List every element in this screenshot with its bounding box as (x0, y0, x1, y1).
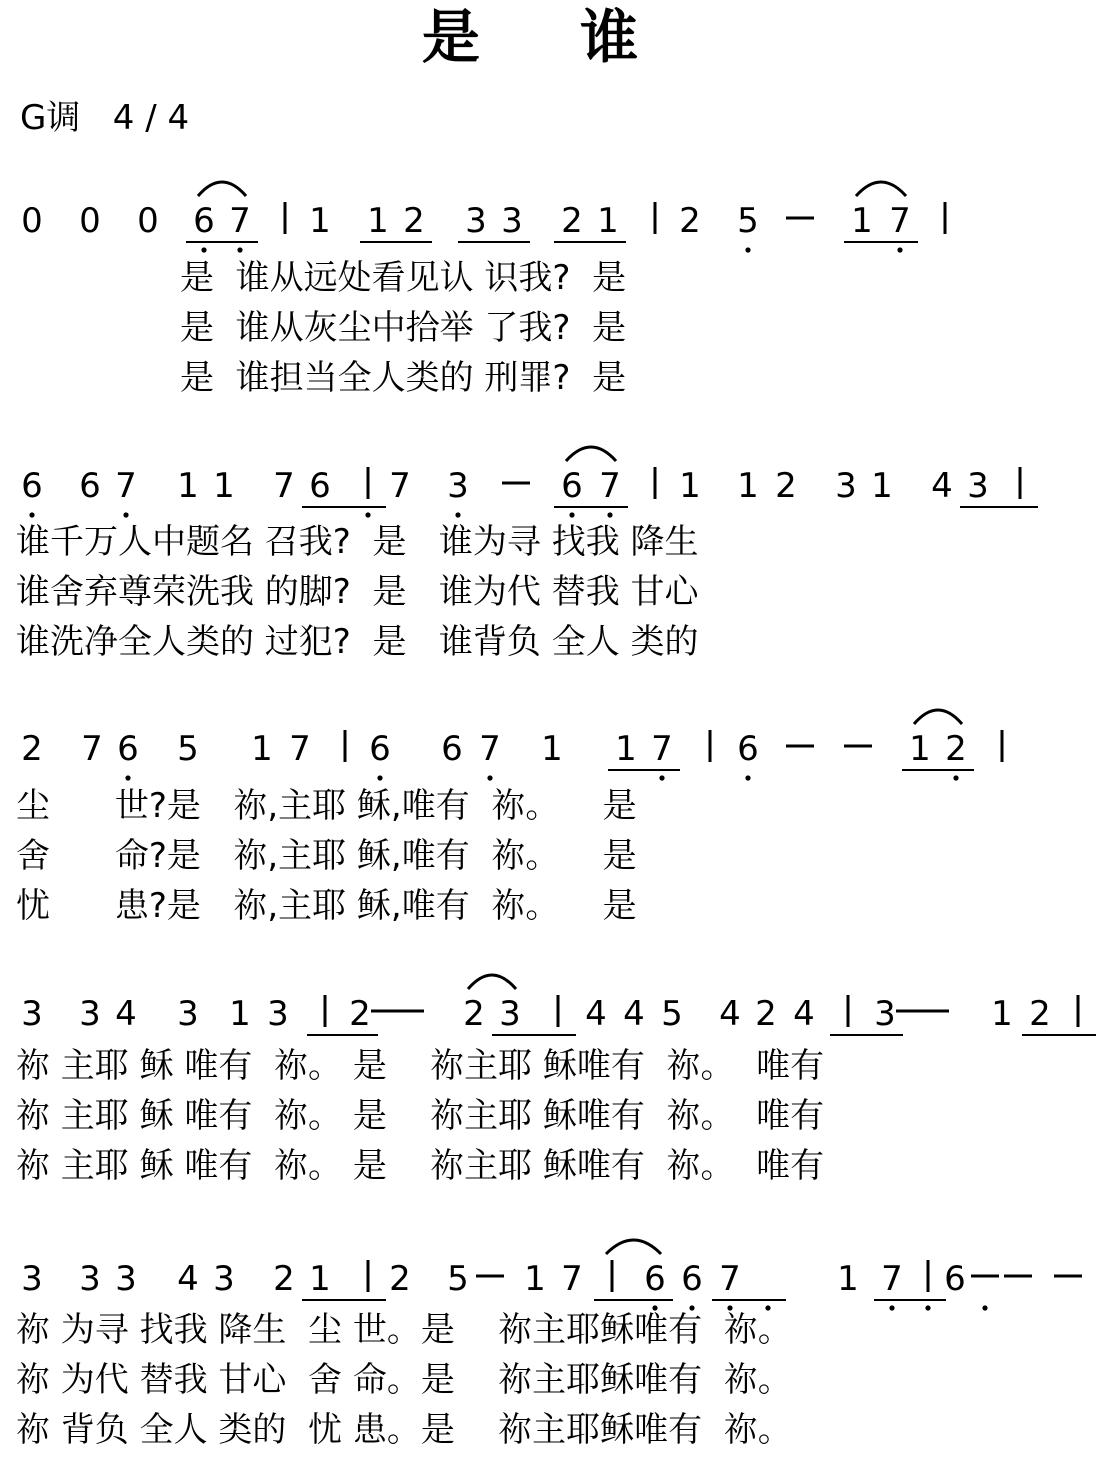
note-digit: 2 (21, 729, 43, 769)
note-digit: 6 (79, 466, 101, 506)
octave-dot-below (455, 512, 460, 517)
octave-dot-below (487, 775, 492, 780)
note-digit: 1 (524, 1259, 546, 1299)
octave-dot-below (745, 247, 750, 252)
octave-dot-below (201, 247, 206, 252)
note-digit: 2 (273, 1259, 295, 1299)
note-digit: 5 (737, 201, 759, 241)
note-digit: 6 (309, 466, 331, 506)
note-digit: 4 (719, 994, 741, 1034)
slur-arc (198, 182, 246, 196)
note-digit: 2 (679, 201, 701, 241)
note-digit: 7 (651, 729, 673, 769)
note-digit: 5 (661, 994, 683, 1034)
note-digit: 7 (479, 729, 501, 769)
octave-dot-below (953, 775, 958, 780)
octave-dot-below (29, 512, 34, 517)
octave-dot-below (569, 512, 574, 517)
octave-dot-below (125, 775, 130, 780)
note-digit: 1 (837, 1259, 859, 1299)
note-digit: 3 (267, 994, 289, 1034)
note-digit: 7 (599, 466, 621, 506)
lyric-line-verse-2: 祢 主耶 稣 唯有 祢。 是 祢主耶 稣唯有 祢。 唯有 (16, 1096, 825, 1136)
note-digit: 1 (309, 201, 331, 241)
note-digit: 6 (117, 729, 139, 769)
note-digit: 4 (177, 1259, 199, 1299)
note-digit: 2 (755, 994, 777, 1034)
note-digit: 1 (909, 729, 931, 769)
note-digit: 3 (835, 466, 857, 506)
note-digit: 1 (597, 201, 619, 241)
note-digit: 3 (501, 201, 523, 241)
note-digit: 1 (679, 466, 701, 506)
note-digit: 6 (441, 729, 463, 769)
note-digit: 1 (541, 729, 563, 769)
note-digit: 6 (944, 1259, 966, 1299)
note-digit: 3 (213, 1259, 235, 1299)
lyric-line-verse-2: 是 谁从灰尘中拾举 了我? 是 (180, 308, 627, 348)
slur-arc (606, 1240, 661, 1254)
octave-dot-below (897, 247, 902, 252)
note-digit: 4 (115, 994, 137, 1034)
note-digit: 1 (851, 201, 873, 241)
note-digit: 2 (463, 994, 485, 1034)
note-digit: 7 (115, 466, 137, 506)
note-digit: 1 (991, 994, 1013, 1034)
note-digit: 7 (289, 729, 311, 769)
note-digit: 6 (644, 1259, 666, 1299)
note-digit: 7 (719, 1259, 741, 1299)
lyric-line-verse-1: 祢 主耶 稣 唯有 祢。 是 祢主耶 稣唯有 祢。 唯有 (16, 1046, 825, 1086)
note-digit: 1 (615, 729, 637, 769)
note-digit: 7 (389, 466, 411, 506)
note-digit: 2 (389, 1259, 411, 1299)
note-digit: 6 (561, 466, 583, 506)
note-digit: 7 (229, 201, 251, 241)
note-digit: 4 (931, 466, 953, 506)
note-digit: 6 (193, 201, 215, 241)
note-digit: 4 (793, 994, 815, 1034)
lyric-line-verse-3: 谁洗净全人类的 过犯? 是 谁背负 全人 类的 (16, 622, 699, 662)
note-digit: 1 (229, 994, 251, 1034)
note-digit: 1 (367, 201, 389, 241)
note-digit: 3 (21, 1259, 43, 1299)
note-digit: 3 (874, 994, 896, 1034)
note-digit: 1 (309, 1259, 331, 1299)
lyric-line-verse-2: 谁舍弃尊荣洗我 的脚? 是 谁为代 替我 甘心 (16, 572, 699, 612)
note-digit: 3 (967, 466, 989, 506)
note-digit: 2 (1029, 994, 1051, 1034)
note-digit: 7 (273, 466, 295, 506)
note-digit: 2 (945, 729, 967, 769)
key-signature: G调 4 / 4 (20, 98, 190, 138)
lyric-line-verse-3: 是 谁担当全人类的 刑罪? 是 (180, 358, 627, 398)
octave-dot-below (377, 775, 382, 780)
note-digit: 7 (881, 1259, 903, 1299)
note-digit: 3 (21, 994, 43, 1034)
note-digit: 2 (561, 201, 583, 241)
note-digit: 4 (585, 994, 607, 1034)
note-digit: 1 (251, 729, 273, 769)
octave-dot-below (365, 512, 370, 517)
note-digit: 5 (177, 729, 199, 769)
octave-dot-below (237, 247, 242, 252)
note-digit: 2 (349, 994, 371, 1034)
slur-arc (566, 447, 616, 461)
note-digit: 6 (737, 729, 759, 769)
lyric-line-verse-2: 舍 命?是 祢,主耶 稣,唯有 祢。 是 (16, 836, 637, 876)
note-digit: 3 (79, 1259, 101, 1299)
lyric-line-verse-1: 尘 世?是 祢,主耶 稣,唯有 祢。 是 (16, 786, 637, 826)
octave-dot-below (889, 1305, 894, 1310)
note-digit: 3 (177, 994, 199, 1034)
note-digit: 0 (21, 201, 43, 241)
note-digit: 7 (81, 729, 103, 769)
note-digit: 1 (213, 466, 235, 506)
note-digit: 6 (681, 1259, 703, 1299)
octave-dot-below (925, 1305, 930, 1310)
note-digit: 1 (737, 466, 759, 506)
slur-arc (468, 975, 516, 989)
note-digit: 2 (775, 466, 797, 506)
note-digit: 0 (79, 201, 101, 241)
lyric-line-verse-3: 祢 背负 全人 类的 忧 患。是 祢主耶稣唯有 祢。 (16, 1410, 792, 1450)
octave-dot-below (659, 775, 664, 780)
note-digit: 3 (465, 201, 487, 241)
lyric-line-verse-2: 祢 为代 替我 甘心 舍 命。是 祢主耶稣唯有 祢。 (16, 1360, 792, 1400)
slur-arc (856, 182, 906, 196)
note-digit: 1 (871, 466, 893, 506)
octave-dot-below (745, 775, 750, 780)
note-digit: 2 (403, 201, 425, 241)
lyric-line-verse-1: 祢 为寻 找我 降生 尘 世。是 祢主耶稣唯有 祢。 (16, 1310, 792, 1350)
note-digit: 6 (369, 729, 391, 769)
lyric-line-verse-3: 祢 主耶 稣 唯有 祢。 是 祢主耶 稣唯有 祢。 唯有 (16, 1146, 825, 1186)
note-digit: 3 (499, 994, 521, 1034)
note-digit: 3 (115, 1259, 137, 1299)
note-digit: 4 (623, 994, 645, 1034)
song-title: 是 谁 (421, 3, 679, 71)
note-digit: 6 (21, 466, 43, 506)
octave-dot-below (982, 1305, 987, 1310)
slur-arc (914, 710, 962, 724)
note-digit: 1 (177, 466, 199, 506)
note-digit: 5 (447, 1259, 469, 1299)
lyric-line-verse-1: 是 谁从远处看见认 识我? 是 (180, 258, 627, 298)
note-digit: 0 (137, 201, 159, 241)
octave-dot-below (123, 512, 128, 517)
note-digit: 7 (561, 1259, 583, 1299)
octave-dot-below (607, 512, 612, 517)
note-digit: 3 (447, 466, 469, 506)
lyric-line-verse-3: 忧 患?是 祢,主耶 稣,唯有 祢。 是 (16, 886, 637, 926)
lyric-line-verse-1: 谁千万人中题名 召我? 是 谁为寻 找我 降生 (16, 522, 699, 562)
note-digit: 7 (889, 201, 911, 241)
note-digit: 3 (79, 994, 101, 1034)
